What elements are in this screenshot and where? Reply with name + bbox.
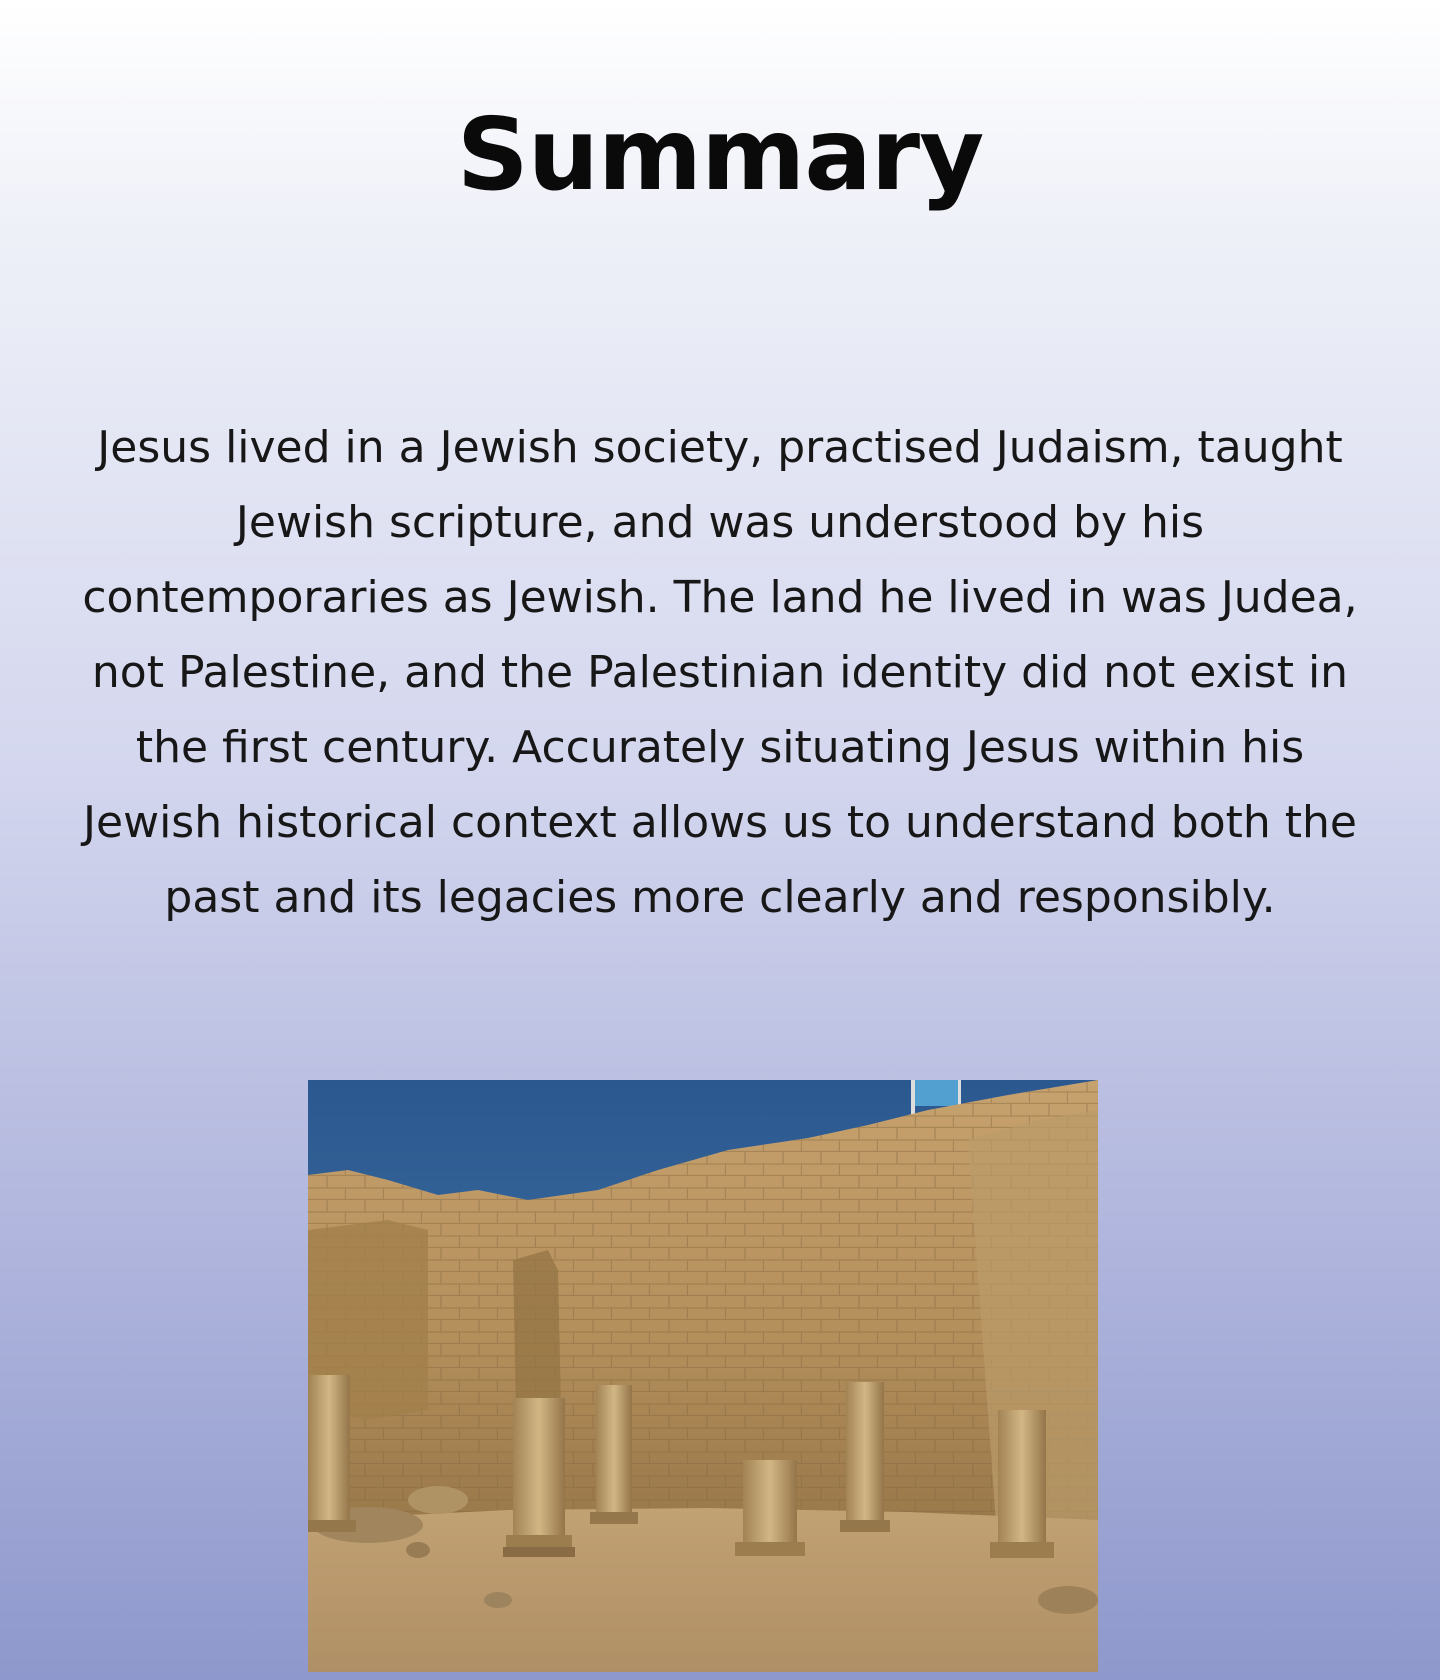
page-title: Summary bbox=[456, 96, 984, 213]
ruins-photo bbox=[308, 1080, 1098, 1672]
summary-paragraph: Jesus lived in a Jewish society, practised Judaism, taught Jewish scripture, and was understood by his contemporaries as Jewish. The land he lived in was Judea, not Palestine, and the Palestinian identity did not exist in the first century. Accurately situating Jesus within his Jewish historical context allows us to understand both the past and its legacies more clearly and responsibly. bbox=[82, 422, 1358, 923]
